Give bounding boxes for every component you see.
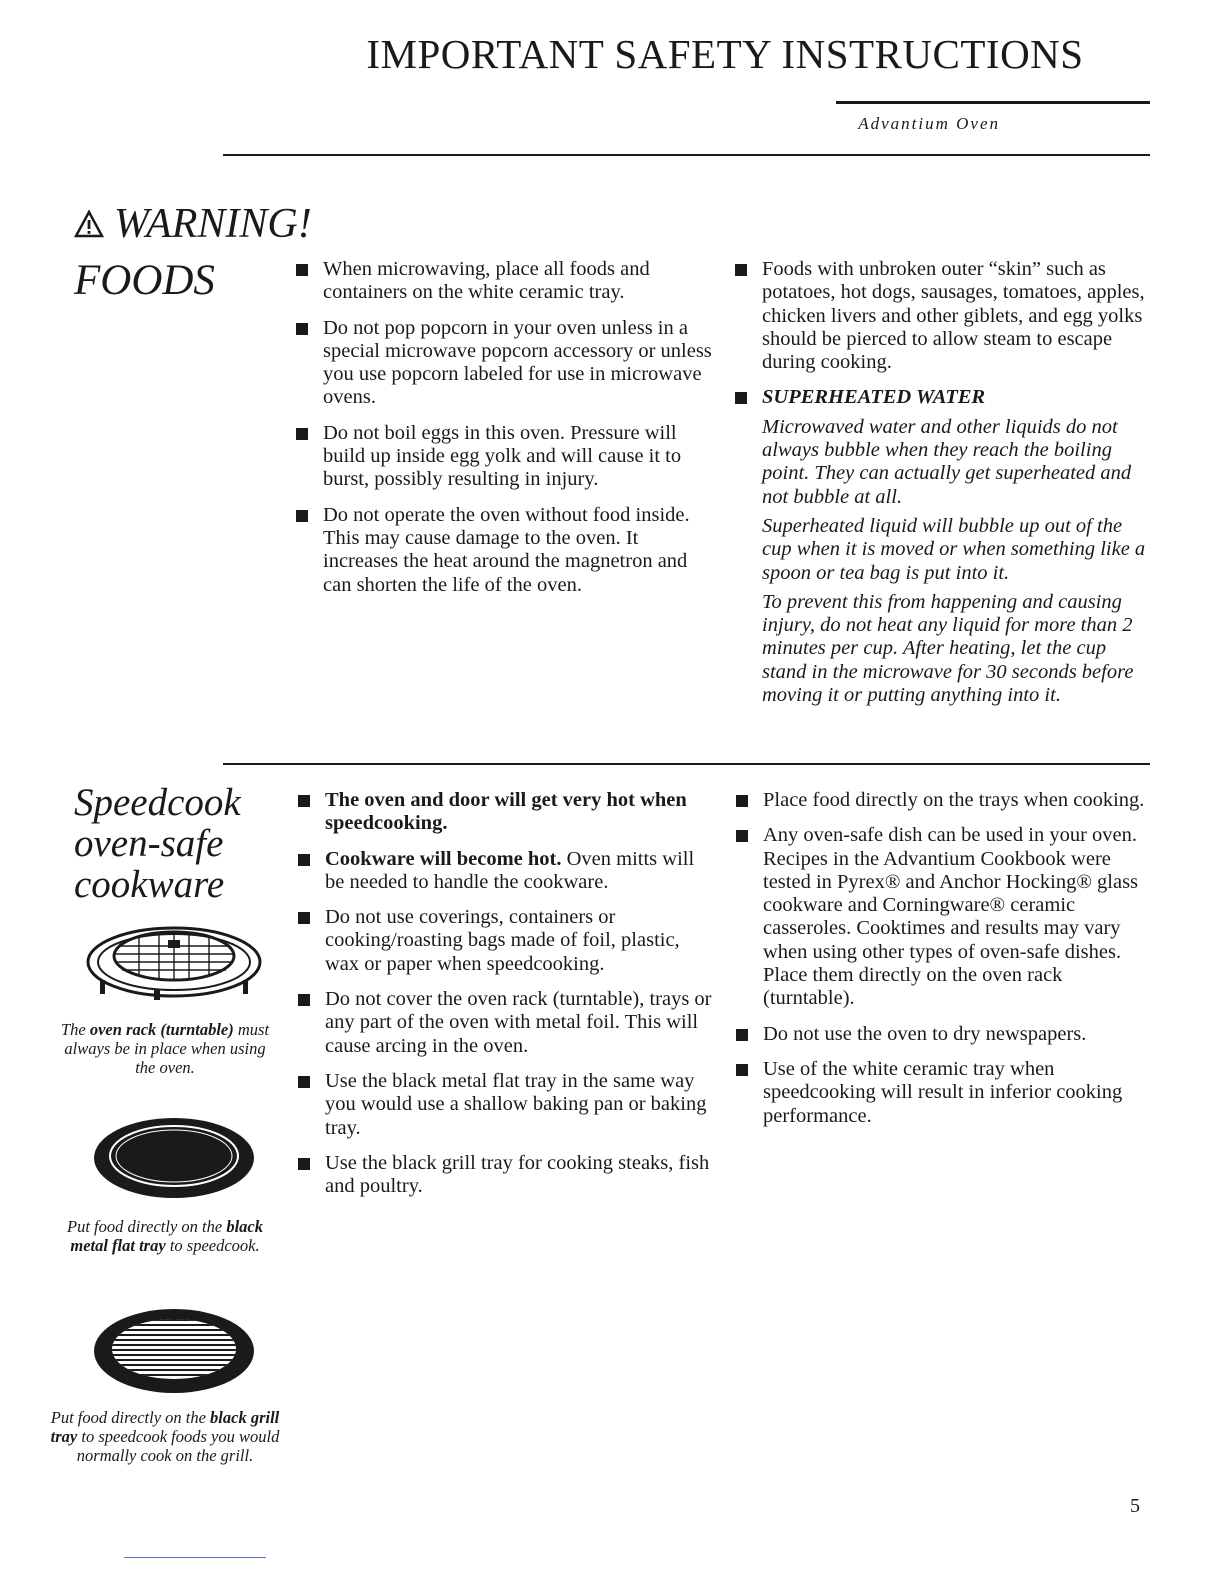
caption-text: The <box>60 1020 90 1039</box>
caption-bold-text: black metal flat tray <box>70 1217 263 1255</box>
list-item: Place food directly on the trays when cooking. <box>736 789 1156 812</box>
list-item: When microwaving, place all foods and containers on the white ceramic tray. <box>296 258 716 305</box>
caption-bold-text: (turntable) <box>160 1020 234 1039</box>
warning-triangle-icon <box>74 209 104 239</box>
list-item: Do not cover the oven rack (turntable), trays or any part of the oven with metal foil. This will cause arcing in the oven. <box>298 988 718 1058</box>
caption-text: must always be in place when using the oven. <box>64 1020 270 1077</box>
list-item: Do not pop popcorn in your oven unless in a special microwave popcorn accessory or unless you use popcorn labeled for use in microwave ovens. <box>296 317 716 410</box>
superheated-water-item <box>735 386 1155 707</box>
list-item <box>298 848 718 895</box>
list-item: Do not use the oven to dry newspapers. <box>736 1023 1156 1046</box>
superheated-paragraph: Superheated liquid will bubble up out of the cup when it is moved or when something like a spoon or tea bag is put into it. <box>762 514 1146 584</box>
foods-list-left <box>296 258 716 609</box>
speedcook-list-left <box>298 789 718 1210</box>
foods-list-right <box>735 258 1155 719</box>
superheated-paragraph: Microwaved water and other liquids do not always bubble when they reach the boiling point. They can actually get superheated and not bubble at all. <box>762 415 1132 508</box>
list-item: Do not use coverings, containers or cooking/roasting bags made of foil, plastic, wax or paper when speedcooking. <box>298 906 718 976</box>
header-rule <box>836 101 1150 104</box>
header-subtitle: Advantium Oven <box>858 114 1000 133</box>
speedcook-heading <box>74 782 241 905</box>
list-item-text: Oven mitts will be needed to handle the cookware. <box>325 847 695 893</box>
list-item: Do not boil eggs in this oven. Pressure will build up inside egg yolk and will cause it to burst, possibly resulting in injury. <box>296 422 716 492</box>
page-title: IMPORTANT SAFETY INSTRUCTIONS <box>366 31 1084 77</box>
flat-tray-illustration <box>84 1114 264 1204</box>
speedcook-heading-line: oven-safe <box>74 822 224 865</box>
footer-rule <box>124 1557 266 1558</box>
caption-text: to speedcook foods you would normally cook on the grill. <box>76 1427 280 1465</box>
list-item-bold-text: Cookware will become hot. <box>325 847 562 870</box>
list-item: The oven and door will get very hot when speedcooking. <box>298 789 718 836</box>
list-item: Any oven-safe dish can be used in your oven. Recipes in the Advantium Cookbook were tested in Pyrex® and Anchor Hocking® glass cookware and Corningware® ceramic casseroles. Cooktimes and results may vary when using other types of oven-safe dishes. Place them directly on the oven rack (turntable). <box>736 824 1156 1010</box>
flat-tray-caption <box>55 1217 275 1255</box>
grill-tray-illustration <box>84 1305 264 1397</box>
caption-text: to speedcook. <box>165 1236 260 1255</box>
speedcook-list-right <box>736 789 1156 1140</box>
list-item: Use the black grill tray for cooking steaks, fish and poultry. <box>298 1152 718 1199</box>
list-item: Foods with unbroken outer “skin” such as potatoes, hot dogs, sausages, tomatoes, apples, chicken livers and other giblets, and egg yolks should be pierced to allow steam to escape during cooking. <box>735 258 1155 374</box>
caption-text: Put food directly on the <box>50 1408 211 1427</box>
caption-bold-text: black grill tray <box>50 1408 280 1446</box>
superheated-water-title: SUPERHEATED WATER <box>762 386 986 409</box>
foods-heading: FOODS <box>74 257 215 304</box>
speedcook-heading-line: Speedcook <box>74 781 241 824</box>
list-item: Use of the white ceramic tray when speedcooking will result in inferior cooking performance. <box>736 1058 1156 1128</box>
list-item: Do not operate the oven without food inside. This may cause damage to the oven. It increases the heat around the magnetron and can shorten the life of the oven. <box>296 504 716 597</box>
oven-rack-illustration <box>84 920 264 1002</box>
oven-rack-caption <box>55 1020 275 1077</box>
list-item: Use the black metal flat tray in the same way you would use a shallow baking pan or baking tray. <box>298 1070 718 1140</box>
section-divider-top <box>223 154 1150 156</box>
speedcook-heading-line: cookware <box>74 863 225 906</box>
page-number: 5 <box>1130 1495 1140 1517</box>
caption-bold-text: oven rack <box>89 1020 157 1039</box>
grill-tray-caption <box>50 1408 280 1465</box>
caption-text: Put food directly on the <box>67 1217 227 1236</box>
warning-heading <box>74 200 312 248</box>
section-divider-middle <box>223 763 1150 765</box>
warning-label: WARNING! <box>114 201 312 247</box>
superheated-paragraph: To prevent this from happening and causing injury, do not heat any liquid for more than 2 minutes per cup. After heating, let the cup stand in the microwave for 30 seconds before moving it or putting anything into it. <box>762 590 1134 707</box>
